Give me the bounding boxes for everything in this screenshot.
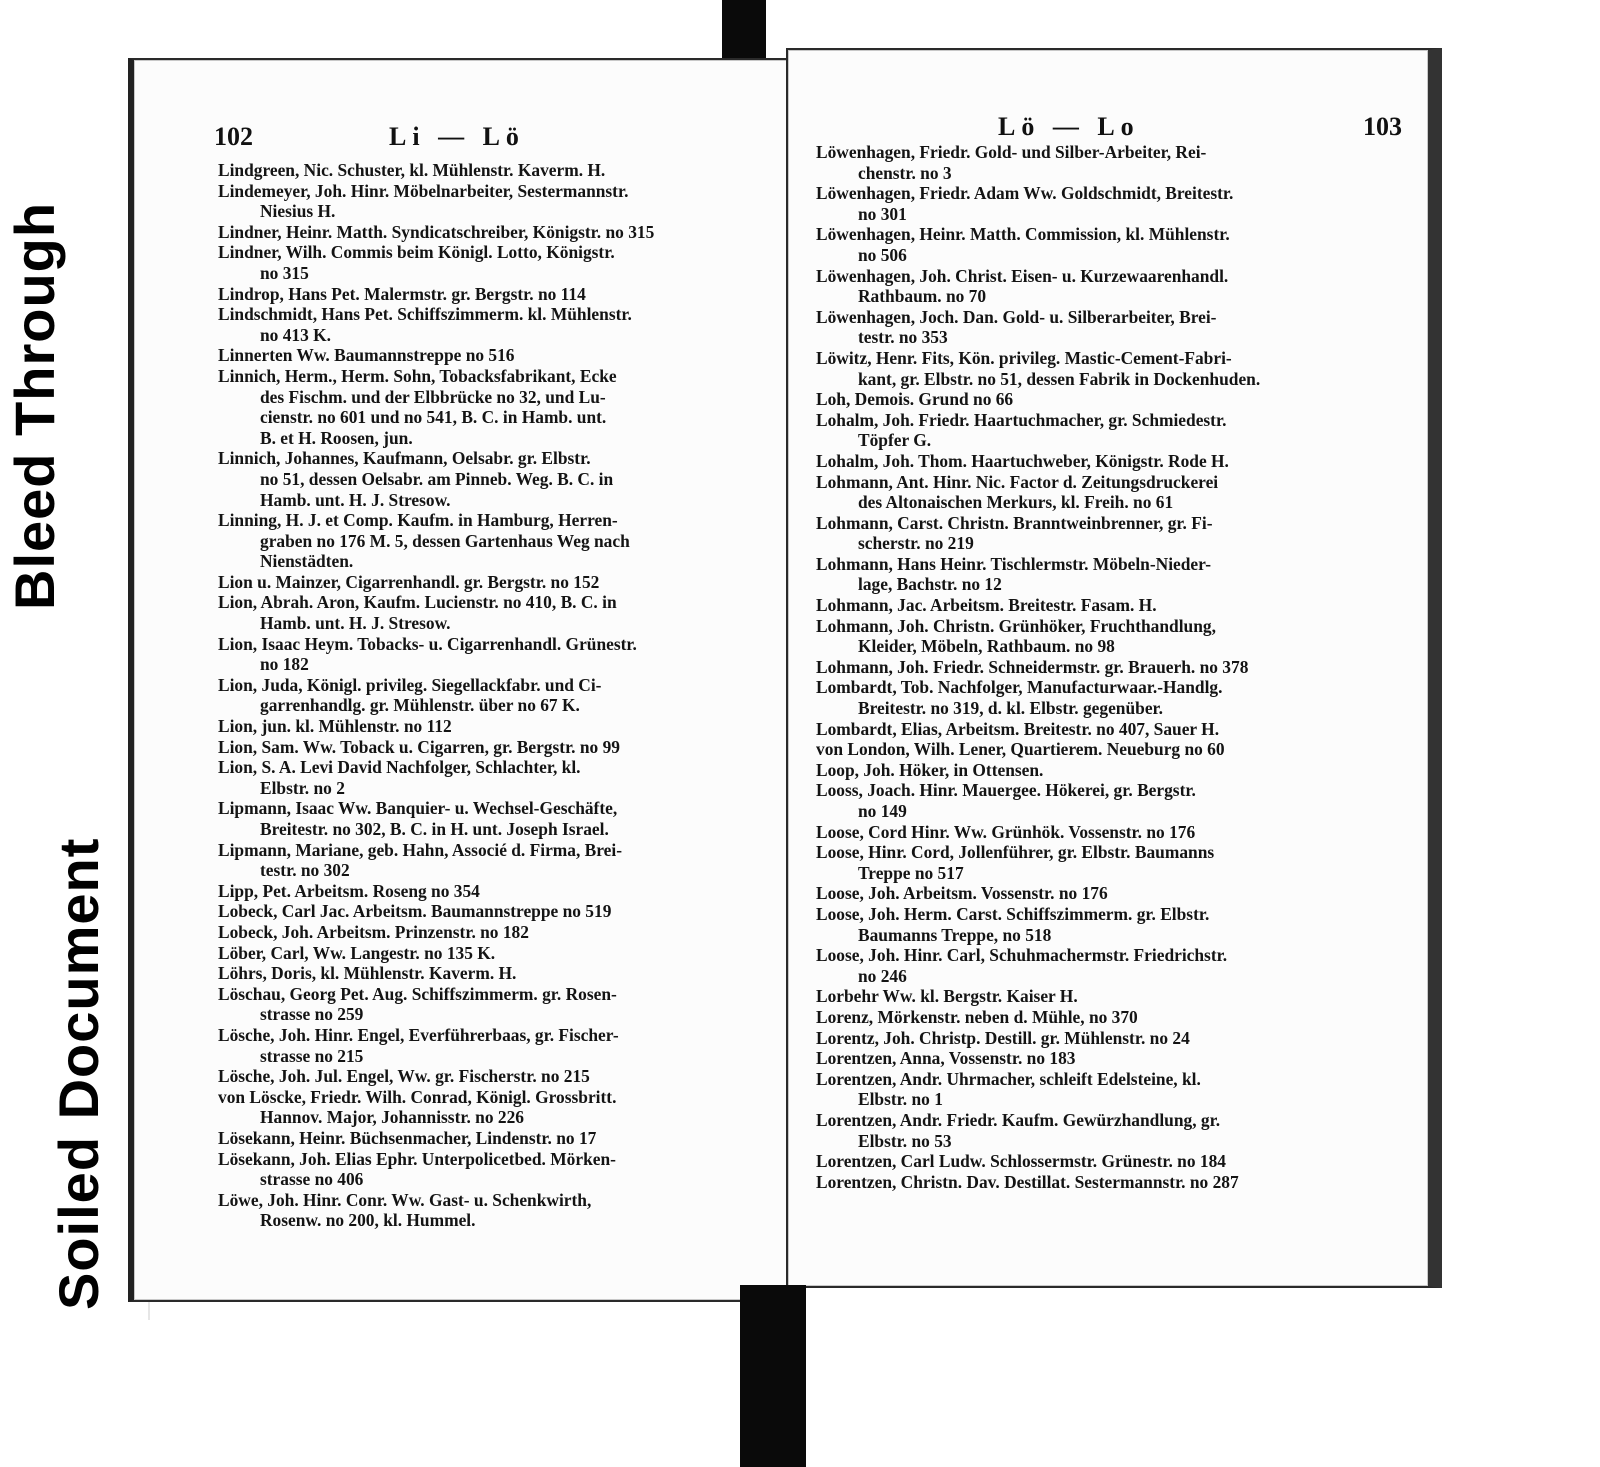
entry-line: Lohalm, Joh. Thom. Haartuchweber, Königstr. Rode H. <box>816 450 1229 471</box>
directory-entry <box>218 922 750 943</box>
entry-line: Loose, Joh. Arbeitsm. Vossenstr. no 176 <box>816 883 1108 904</box>
left-page-header <box>214 122 760 152</box>
directory-entry <box>816 1048 1404 1069</box>
entry-line: Lion, S. A. Levi David Nachfolger, Schlachter, kl. <box>218 757 581 778</box>
entry-line: Lipmann, Mariane, geb. Hahn, Associé d. Firma, Brei- <box>218 839 623 860</box>
entry-continuation-line: Niesius H. <box>260 201 336 222</box>
entry-continuation-line: kant, gr. Elbstr. no 51, dessen Fabrik in Dockenhuden. <box>858 368 1261 389</box>
directory-entry <box>816 348 1404 389</box>
entry-line: Lombardt, Elias, Arbeitsm. Breitestr. no 407, Sauer H. <box>816 718 1220 739</box>
entry-line: Löschau, Georg Pet. Aug. Schiffszimmerm. gr. Rosen- <box>218 983 617 1004</box>
left-running-head: Li — Lö <box>389 122 525 151</box>
entry-line: Löwenhagen, Heinr. Matth. Commission, kl. Mühlenstr. <box>816 224 1230 245</box>
entry-line: Lipp, Pet. Arbeitsm. Roseng no 354 <box>218 880 480 901</box>
entry-continuation-line: Treppe no 517 <box>858 862 964 883</box>
entry-line: Löhrs, Doris, kl. Mühlenstr. Kaverm. H. <box>218 963 517 984</box>
directory-entry <box>218 1190 750 1231</box>
entry-line: Lindner, Wilh. Commis beim Königl. Lotto, Königstr. <box>218 242 615 263</box>
entry-continuation-line: graben no 176 M. 5, dessen Gartenhaus Weg nach <box>260 530 630 551</box>
entry-line: Loose, Hinr. Cord, Jollenführer, gr. Elbstr. Baumanns <box>816 842 1215 863</box>
binding-tape-bottom <box>740 1285 806 1467</box>
directory-entry <box>218 881 750 902</box>
directory-entry <box>816 183 1404 224</box>
entry-continuation-line: des Altonaischen Merkurs, kl. Freih. no 61 <box>858 492 1174 513</box>
directory-entry <box>218 181 750 222</box>
entry-continuation-line: Nienstädten. <box>260 551 354 572</box>
directory-entry <box>816 883 1404 904</box>
entry-line: Lorentzen, Carl Ludw. Schlossermstr. Grünestr. no 184 <box>816 1151 1226 1172</box>
entry-continuation-line: no 182 <box>260 654 309 675</box>
directory-entry <box>218 304 750 345</box>
left-page-number: 102 <box>214 122 253 151</box>
directory-entry <box>816 389 1404 410</box>
directory-entry <box>816 986 1404 1007</box>
entry-line: Lohalm, Joh. Friedr. Haartuchmacher, gr. Schmiedestr. <box>816 409 1227 430</box>
directory-entry <box>218 572 750 593</box>
directory-entry <box>218 345 750 366</box>
entry-line: Lorentzen, Andr. Friedr. Kaufm. Gewürzhandlung, gr. <box>816 1109 1221 1130</box>
entry-line: Lombardt, Tob. Nachfolger, Manufacturwaar.-Handlg. <box>816 677 1223 698</box>
directory-entry <box>816 595 1404 616</box>
directory-entry <box>816 904 1404 945</box>
entry-line: Linnerten Ww. Baumannstreppe no 516 <box>218 345 515 366</box>
directory-entry <box>816 657 1404 678</box>
entry-continuation-line: garrenhandlg. gr. Mühlenstr. über no 67 K. <box>260 695 580 716</box>
entry-line: Linnich, Johannes, Kaufmann, Oelsabr. gr. Elbstr. <box>218 448 591 469</box>
left-entry-list <box>218 160 750 1231</box>
entry-line: Löwenhagen, Friedr. Adam Ww. Goldschmidt, Breitestr. <box>816 183 1234 204</box>
entry-line: Lindrop, Hans Pet. Malermstr. gr. Bergstr. no 114 <box>218 283 586 304</box>
entry-line: Lohmann, Joh. Friedr. Schneidermstr. gr. Brauerh. no 378 <box>816 656 1249 677</box>
entry-continuation-line: Hamb. unt. H. J. Stresow. <box>260 489 451 510</box>
entry-continuation-line: Elbstr. no 1 <box>858 1089 943 1110</box>
entry-line: Lohmann, Carst. Christn. Branntweinbrenner, gr. Fi- <box>816 512 1213 533</box>
entry-line: Lion u. Mainzer, Cigarrenhandl. gr. Bergstr. no 152 <box>218 571 600 592</box>
directory-entry <box>816 307 1404 348</box>
directory-entry <box>218 366 750 448</box>
entry-line: Lindner, Heinr. Matth. Syndicatschreiber, Königstr. no 315 <box>218 221 655 242</box>
entry-line: von Löscke, Friedr. Wilh. Conrad, Königl. Grossbritt. <box>218 1086 617 1107</box>
entry-line: Looss, Joach. Hinr. Mauergee. Hökerei, gr. Bergstr. <box>816 780 1196 801</box>
directory-entry <box>218 1149 750 1190</box>
entry-continuation-line: no 246 <box>858 965 907 986</box>
entry-continuation-line: B. et H. Roosen, jun. <box>260 427 413 448</box>
entry-line: Lipmann, Isaac Ww. Banquier- u. Wechsel-Geschäfte, <box>218 798 618 819</box>
directory-entry <box>816 513 1404 554</box>
directory-entry <box>816 472 1404 513</box>
entry-continuation-line: no 506 <box>858 244 907 265</box>
directory-entry <box>816 945 1404 986</box>
directory-entry <box>218 798 750 839</box>
entry-continuation-line: des Fischm. und der Elbbrücke no 32, und Lu- <box>260 386 606 407</box>
directory-entry <box>816 1028 1404 1049</box>
entry-continuation-line: cienstr. no 601 und no 541, B. C. in Hamb. unt. <box>260 407 607 428</box>
directory-entry <box>816 1007 1404 1028</box>
entry-line: Loop, Joh. Höker, in Ottensen. <box>816 759 1044 780</box>
entry-continuation-line: Rathbaum. no 70 <box>858 286 987 307</box>
entry-line: Lohmann, Ant. Hinr. Nic. Factor d. Zeitungsdruckerei <box>816 471 1219 492</box>
entry-continuation-line: scherstr. no 219 <box>858 533 974 554</box>
right-page-number: 103 <box>1363 112 1402 141</box>
entry-line: Löwenhagen, Joch. Dan. Gold- u. Silberarbeiter, Brei- <box>816 306 1217 327</box>
entry-continuation-line: Elbstr. no 53 <box>858 1130 952 1151</box>
directory-entry <box>218 592 750 633</box>
entry-line: Loh, Demois. Grund no 66 <box>816 389 1014 410</box>
directory-entry <box>218 222 750 243</box>
entry-line: Loose, Cord Hinr. Ww. Grünhök. Vossenstr. no 176 <box>816 821 1196 842</box>
directory-entry <box>816 451 1404 472</box>
entry-line: Lion, Abrah. Aron, Kaufm. Lucienstr. no 410, B. C. in <box>218 592 617 613</box>
directory-entry <box>816 554 1404 595</box>
directory-entry <box>218 1087 750 1128</box>
entry-continuation-line: strasse no 259 <box>260 1004 364 1025</box>
entry-line: Lohmann, Joh. Christn. Grünhöker, Fruchthandlung, <box>816 615 1216 636</box>
entry-line: Lindgreen, Nic. Schuster, kl. Mühlenstr. Kaverm. H. <box>218 160 606 180</box>
entry-line: Lion, Isaac Heym. Tobacks- u. Cigarrenhandl. Grünestr. <box>218 633 637 654</box>
entry-continuation-line: Baumanns Treppe, no 518 <box>858 924 1052 945</box>
entry-continuation-line: Elbstr. no 2 <box>260 777 345 798</box>
entry-line: Lion, Juda, Königl. privileg. Siegellackfabr. und Ci- <box>218 674 602 695</box>
directory-entry <box>218 634 750 675</box>
directory-entry <box>218 242 750 283</box>
entry-continuation-line: no 315 <box>260 262 309 283</box>
directory-entry <box>816 760 1404 781</box>
entry-line: Löwitz, Henr. Fits, Kön. privileg. Mastic-Cement-Fabri- <box>816 347 1232 368</box>
bleed-through-stamp: Bleed Through <box>3 201 66 610</box>
entry-line: Lösche, Joh. Jul. Engel, Ww. gr. Fischerstr. no 215 <box>218 1066 590 1087</box>
right-entry-list <box>816 142 1404 1192</box>
entry-line: Lösche, Joh. Hinr. Engel, Everführerbaas, gr. Fischer- <box>218 1024 619 1045</box>
entry-line: Lösekann, Joh. Elias Ephr. Unterpolicetbed. Mörken- <box>218 1148 616 1169</box>
entry-line: Lösekann, Heinr. Büchsenmacher, Lindenstr. no 17 <box>218 1127 597 1148</box>
entry-continuation-line: strasse no 215 <box>260 1045 364 1066</box>
entry-continuation-line: lage, Bachstr. no 12 <box>858 574 1002 595</box>
entry-line: Löwenhagen, Joh. Christ. Eisen- u. Kurzewaarenhandl. <box>816 265 1229 286</box>
entry-continuation-line: Kleider, Möbeln, Rathbaum. no 98 <box>858 636 1115 657</box>
directory-entry <box>218 840 750 881</box>
directory-entry <box>816 1110 1404 1151</box>
directory-entry <box>218 510 750 572</box>
entry-continuation-line: Breitestr. no 319, d. kl. Elbstr. gegenüber. <box>858 698 1164 719</box>
entry-line: Loose, Joh. Herm. Carst. Schiffszimmerm. gr. Elbstr. <box>816 903 1210 924</box>
entry-continuation-line: strasse no 406 <box>260 1169 364 1190</box>
entry-line: Lindemeyer, Joh. Hinr. Möbelnarbeiter, Sestermannstr. <box>218 180 629 201</box>
entry-continuation-line: chenstr. no 3 <box>858 162 952 183</box>
entry-line: Lobeck, Carl Jac. Arbeitsm. Baumannstreppe no 519 <box>218 901 612 922</box>
directory-entry <box>218 448 750 510</box>
entry-continuation-line: Töpfer G. <box>858 430 932 451</box>
entry-line: Lorentzen, Andr. Uhrmacher, schleift Edelsteine, kl. <box>816 1068 1201 1089</box>
directory-entry <box>816 719 1404 740</box>
directory-entry <box>218 943 750 964</box>
entry-line: Lorbehr Ww. kl. Bergstr. Kaiser H. <box>816 986 1078 1007</box>
entry-line: Linnich, Herm., Herm. Sohn, Tobacksfabrikant, Ecke <box>218 365 617 386</box>
right-page <box>786 48 1442 1288</box>
directory-entry <box>218 737 750 758</box>
entry-continuation-line: Rosenw. no 200, kl. Hummel. <box>260 1210 476 1231</box>
entry-line: Löwe, Joh. Hinr. Conr. Ww. Gast- u. Schenkwirth, <box>218 1189 592 1210</box>
directory-entry <box>816 1151 1404 1172</box>
entry-line: Lion, Sam. Ww. Toback u. Cigarren, gr. Bergstr. no 99 <box>218 736 620 757</box>
entry-line: Lorenz, Mörkenstr. neben d. Mühle, no 370 <box>816 1006 1138 1027</box>
directory-entry <box>816 780 1404 821</box>
entry-continuation-line: Hamb. unt. H. J. Stresow. <box>260 613 451 634</box>
entry-line: Lorentzen, Anna, Vossenstr. no 183 <box>816 1048 1076 1069</box>
entry-line: Löwenhagen, Friedr. Gold- und Silber-Arbeiter, Rei- <box>816 142 1207 162</box>
entry-line: Lion, jun. kl. Mühlenstr. no 112 <box>218 716 452 737</box>
entry-line: Lorentzen, Christn. Dav. Destillat. Sestermannstr. no 287 <box>816 1171 1239 1192</box>
entry-continuation-line: testr. no 353 <box>858 327 948 348</box>
directory-entry <box>816 822 1404 843</box>
directory-entry <box>816 1172 1404 1193</box>
directory-entry <box>816 1069 1404 1110</box>
soiled-document-stamp: Soiled Document <box>47 837 110 1310</box>
directory-entry <box>816 616 1404 657</box>
directory-entry <box>816 842 1404 883</box>
directory-entry <box>218 1128 750 1149</box>
entry-continuation-line: no 149 <box>858 801 907 821</box>
entry-continuation-line: testr. no 302 <box>260 860 350 881</box>
entry-continuation-line: Breitestr. no 302, B. C. in H. unt. Joseph Israel. <box>260 819 609 839</box>
entry-line: Lohmann, Jac. Arbeitsm. Breitestr. Fasam. H. <box>816 595 1157 616</box>
right-page-header <box>998 112 1402 142</box>
binding-tape-top <box>722 0 766 62</box>
entry-continuation-line: no 51, dessen Oelsabr. am Pinneb. Weg. B. C. in <box>260 468 614 489</box>
entry-continuation-line: no 301 <box>858 203 907 224</box>
entry-line: Lindschmidt, Hans Pet. Schiffszimmerm. kl. Mühlenstr. <box>218 304 632 325</box>
directory-entry <box>816 142 1404 183</box>
directory-entry <box>218 716 750 737</box>
directory-entry <box>816 224 1404 265</box>
entry-line: Lorentz, Joh. Christp. Destill. gr. Mühlenstr. no 24 <box>816 1027 1190 1048</box>
directory-entry <box>218 901 750 922</box>
directory-entry <box>218 963 750 984</box>
left-page <box>128 58 792 1302</box>
directory-entry <box>816 677 1404 718</box>
entry-line: von London, Wilh. Lener, Quartierem. Neueburg no 60 <box>816 739 1225 760</box>
directory-entry <box>218 675 750 716</box>
entry-line: Linning, H. J. et Comp. Kaufm. in Hamburg, Herren- <box>218 510 618 531</box>
directory-entry <box>816 266 1404 307</box>
directory-entry <box>218 1066 750 1087</box>
entry-line: Loose, Joh. Hinr. Carl, Schuhmachermstr. Friedrichstr. <box>816 945 1228 966</box>
directory-entry <box>816 739 1404 760</box>
entry-continuation-line: Hannov. Major, Johannisstr. no 226 <box>260 1107 524 1128</box>
right-running-head: Lö — Lo <box>998 112 1140 141</box>
entry-line: Lohmann, Hans Heinr. Tischlermstr. Möbeln-Nieder- <box>816 553 1212 574</box>
entry-line: Lobeck, Joh. Arbeitsm. Prinzenstr. no 182 <box>218 921 529 942</box>
directory-entry <box>816 410 1404 451</box>
directory-entry <box>218 160 750 181</box>
entry-continuation-line: no 413 K. <box>260 324 332 345</box>
directory-entry <box>218 757 750 798</box>
directory-entry <box>218 1025 750 1066</box>
entry-line: Löber, Carl, Ww. Langestr. no 135 K. <box>218 942 496 963</box>
directory-entry <box>218 984 750 1025</box>
directory-entry <box>218 284 750 305</box>
